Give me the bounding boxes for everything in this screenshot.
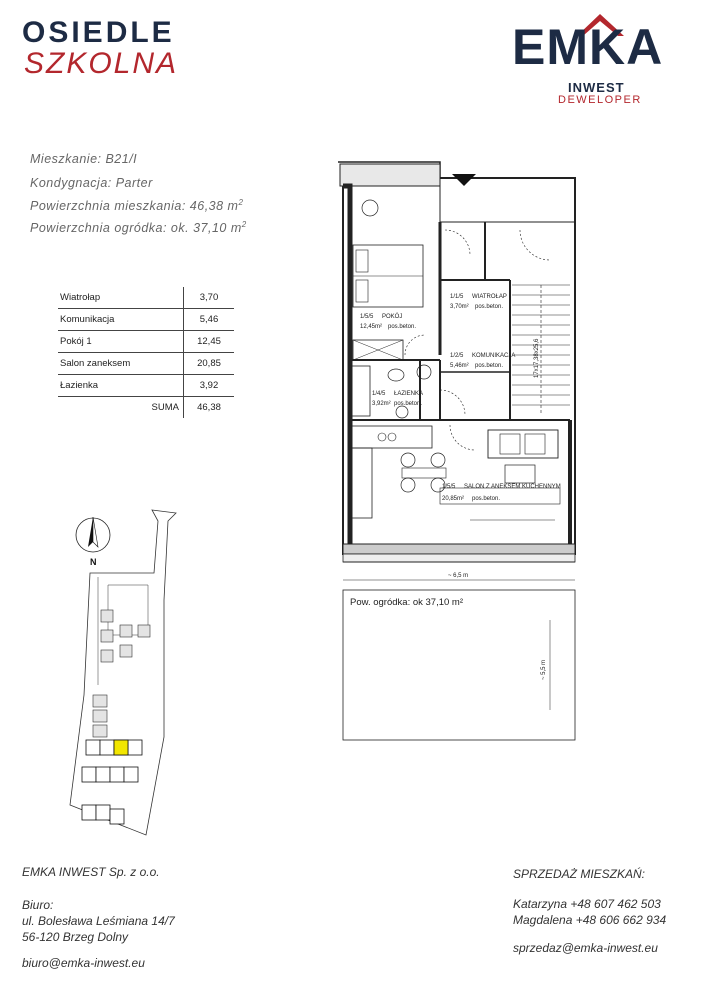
plan-room-floor: pos.beton. — [475, 363, 504, 369]
apartment-area: Powierzchnia mieszkania: 46,38 $m^2$ — [30, 198, 244, 214]
plan-room-floor: pos.beton. — [472, 496, 501, 502]
stairs-label: 17x17,38x25,6 — [534, 338, 540, 378]
plan-room-floor: pos.beton. — [394, 401, 423, 407]
logo-subtitle-inwest: INWEST — [568, 80, 625, 95]
apartment-highlight — [114, 740, 128, 755]
table-row — [58, 375, 234, 397]
sales-contact-2[interactable]: Magdalena +48 606 662 934 — [513, 913, 667, 927]
table-sum-row — [58, 397, 234, 419]
room-name: Salon zaneksem — [58, 353, 184, 375]
room-name: Komunikacja — [58, 309, 184, 331]
project-title-line1: OSIEDLE — [22, 16, 175, 49]
plan-room-label: ŁAZIENKA — [394, 391, 424, 397]
logo-subtitle-deweloper: DEWELOPER — [558, 94, 642, 106]
site-plan — [68, 505, 198, 845]
room-name: Wiatrołap — [58, 287, 184, 309]
logo-wordmark: EMKA — [512, 19, 664, 75]
table-row — [58, 287, 234, 309]
plan-room-area: 5,46m² — [450, 363, 469, 369]
plan-room-label: 1/2/5 — [450, 353, 464, 359]
sales-contact-1[interactable]: Katarzyna +48 607 462 503 — [513, 897, 661, 911]
north-label: N — [90, 557, 97, 567]
apartment-id: Mieszkanie: B21/I — [30, 152, 138, 166]
office-street: ul. Bolesława Leśmiana 14/7 — [22, 914, 175, 928]
plan-room-area: 20,85m² — [442, 496, 465, 502]
table-row — [58, 353, 234, 375]
garden-label: Pow. ogródka: ok 37,10 m² — [350, 597, 464, 608]
sales-title: SPRZEDAŻ MIESZKAŃ: — [513, 867, 646, 881]
plan-room-area: 12,45m² — [360, 324, 383, 330]
rooms-area-table — [58, 287, 234, 418]
plan-room-label: WIATROŁAP — [472, 294, 507, 300]
sum-value: 46,38 — [184, 397, 235, 419]
width-dimension: ~ 6,5 m — [448, 573, 469, 579]
plan-room-label: POKÓJ — [382, 314, 403, 320]
compass-icon — [76, 517, 110, 567]
room-area: 3,70 — [184, 287, 235, 309]
room-name: Pokój 1 — [58, 331, 184, 353]
plan-room-label: 1/1/5 — [450, 294, 464, 300]
office-email-link[interactable]: biuro@emka-inwest.eu — [22, 956, 145, 970]
office-city: 56-120 Brzeg Dolny — [22, 930, 129, 944]
room-area: 20,85 — [184, 353, 235, 375]
floor-plan — [330, 150, 590, 750]
room-area: 5,46 — [184, 309, 235, 331]
plan-room-area: 3,70m² — [450, 304, 469, 310]
room-area: 3,92 — [184, 375, 235, 397]
plan-room-area: 3,92m² — [372, 401, 391, 407]
project-title-line2: SZKOLNA — [24, 47, 179, 80]
table-row — [58, 309, 234, 331]
room-name: Łazienka — [58, 375, 184, 397]
plan-room-label: SALON Z ANEKSEM KUCHENNYM — [464, 484, 561, 490]
plan-room-label: 1/5/5 — [442, 484, 456, 490]
depth-dimension: ~ 5,5 m — [541, 659, 547, 680]
sum-label: SUMA — [151, 402, 179, 413]
plan-room-floor: pos.beton. — [475, 304, 504, 310]
plan-room-label: 1/5/5 — [360, 314, 374, 320]
table-row — [58, 331, 234, 353]
office-label: Biuro: — [22, 898, 54, 912]
plan-room-label: 1/4/5 — [372, 391, 386, 397]
floor-level: Kondygnacja: Parter — [30, 176, 153, 190]
sales-email-link[interactable]: sprzedaz@emka-inwest.eu — [513, 941, 658, 955]
room-area: 12,45 — [184, 331, 235, 353]
company-name: EMKA INWEST Sp. z o.o. — [22, 865, 160, 879]
garden-area: Powierzchnia ogródka: ok. 37,10 $m^2$ — [30, 220, 247, 236]
plan-room-floor: pos.beton. — [388, 324, 417, 330]
plan-room-label: KOMUNIKACJA — [472, 353, 516, 359]
